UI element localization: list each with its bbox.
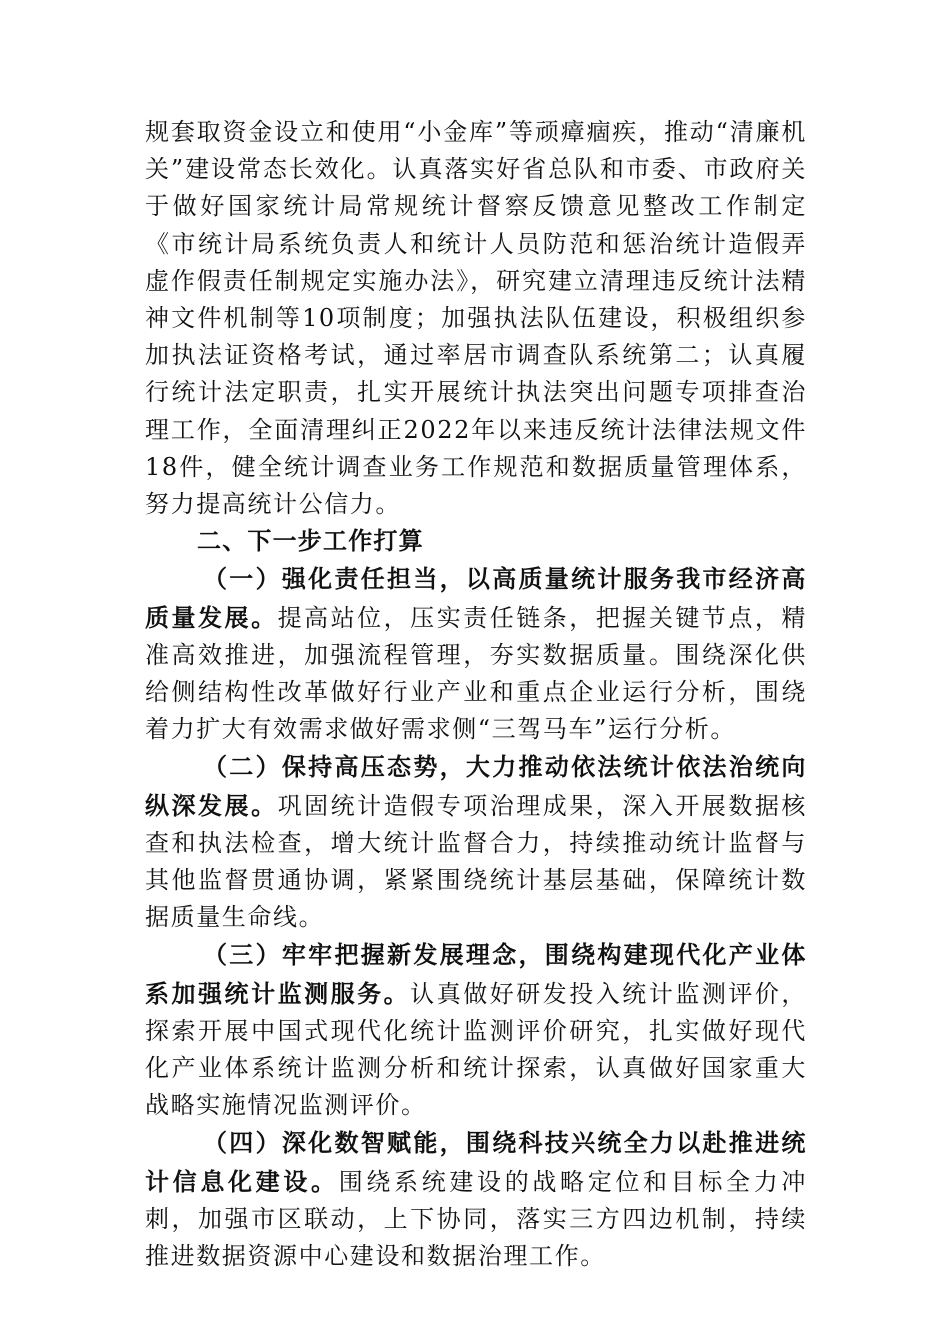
item-1-body: 提高站位，压实责任链条，把握关键节点，精准高效推进，加强流程管理，夯实数据质量。围绕深化供给侧结构性改革做好行业产业和重点企业运行分析，围绕着力扩大有效需求做好需求侧“三驾马车”运行分析。 — [145, 603, 808, 744]
work-plan-item-4 — [145, 1124, 807, 1275]
item-1-lead: （一）强化责任担当，以高质量统计服务我市经济高质量发展。 — [145, 564, 807, 632]
item-2-lead: （二）保持高压态势，大力推动依法统计依法治统向纵深发展。 — [145, 752, 807, 820]
item-4-lead: （四）深化数智赋能，围绕科技兴统全力以赴推进统计信息化建设。 — [145, 1128, 807, 1196]
work-plan-item-1 — [145, 560, 807, 748]
section-heading: 二、下一步工作打算 — [197, 527, 424, 556]
work-plan-item-3 — [145, 936, 807, 1124]
item-4-body: 围绕系统建设的战略定位和目标全力冲刺，加强市区联动，上下协同，落实三方四边机制，持续推进数据资源中心建设和数据治理工作。 — [145, 1167, 807, 1271]
item-3-lead: （三）牢牢把握新发展理念，围绕构建现代化产业体系加强统计监测服务。 — [145, 940, 807, 1008]
item-3-body: 认真做好研发投入统计监测评价，探索开展中国式现代化统计监测评价研究，扎实做好现代化产业体系统计监测分析和统计探索，认真做好国家重大战略实施情况监测评价。 — [145, 979, 808, 1120]
document-page — [145, 114, 807, 1275]
work-plan-item-2 — [145, 748, 807, 936]
item-2-body: 巩固统计造假专项治理成果，深入开展数据核查和执法检查，增大统计监督合力，持续推动统计监督与其他监督贯通协调，紧紧围绕统计基层基础，保障统计数据质量生命线。 — [145, 791, 808, 932]
intro-paragraph: 规套取资金设立和使用“小金库”等顽瘴痼疾，推动“清廉机关”建设常态长效化。认真落实好省总队和市委、市政府关于做好国家统计局常规统计督察反馈意见整改工作制定《市统计局系统负责人和统计人员防范和惩治统计造假弄虚作假责任制规定实施办法》，研究建立清理违反统计法精神文件机制等10项制度；加强执法队伍建设，积极组织参加执法证资格考试，通过率居市调查队系统第二；认真履行统计法定职责，扎实开展统计执法突出问题专项排查治理工作，全面清理纠正2022年以来违反统计法律法规文件18件，健全统计调查业务工作规范和数据质量管理体系，努力提高统计公信力。 — [145, 118, 807, 519]
